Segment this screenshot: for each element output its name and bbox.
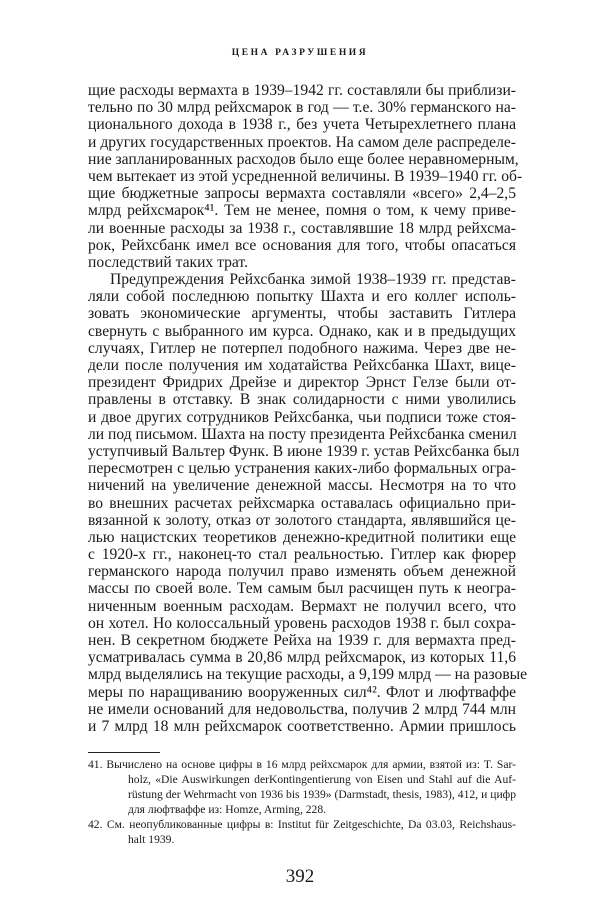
text-line: тельно по 30 млрд рейхсмарок в год — т.е. 30% германского на- <box>88 99 516 117</box>
text-line: щие бюджетные запросы вермахта составляли «всего» 2,4–2,5 <box>88 185 516 203</box>
text-line: ционального дохода в 1938 г., без учета Четырехлетнего плана <box>88 116 516 134</box>
text-line: пересмотрен с целью устранения каких-либо формальных огра- <box>88 460 516 478</box>
text-line: меры по наращиванию вооруженных сил⁴². Флот и люфтваффе <box>88 683 516 701</box>
body-text <box>88 82 528 735</box>
text-line: ниченным военным расходам. Вермахт не получил всего, что <box>88 597 516 615</box>
text-line: вязанной к золоту, отказ от золотого стандарта, являвшийся це- <box>88 511 516 529</box>
running-header: ЦЕНА РАЗРУШЕНИЯ <box>231 48 369 58</box>
paragraph <box>88 82 523 271</box>
text-line: и других государственных проектов. На самом деле распределе- <box>88 133 516 151</box>
text-line: млрд рейхсмарок⁴¹. Тем не менее, помня о том, к чему приве- <box>88 202 516 220</box>
text-line: массы по своей воле. Тем самым был расчищен путь к неогра- <box>88 580 516 598</box>
text-line: нен. В секретном бюджете Рейха на 1939 г. для вермахта пред- <box>88 632 516 649</box>
footnote <box>88 757 516 817</box>
text-line: с 1920-х гг., наконец-то стал реальностью. Гитлер как фюрер <box>88 546 516 564</box>
text-line: усматривалась сумма в 20,86 млрд рейхсмарок, из которых 11,6 <box>88 649 516 667</box>
footnote-divider <box>88 752 160 753</box>
text-line: он хотел. Но колоссальный уровень расходов 1938 г. был сохра- <box>88 614 516 632</box>
text-line: Предупреждения Рейхсбанка зимой 1938–1939 гг. представ- <box>110 271 516 289</box>
text-line: ничений на увеличение денежной массы. Несмотря на то что <box>88 477 516 495</box>
text-line: германского народа получил право изменять объем денежной <box>88 563 516 581</box>
text-line: президент Фридрих Дрейзе и директор Эрнст Гелзе были от- <box>88 374 516 392</box>
text-line: дели после получения им ходатайства Рейхсбанка Шахт, вице- <box>88 357 516 374</box>
footnote-line: halt 1939. <box>128 833 175 846</box>
text-line: ние запланированных расходов было еще более неравномерным, <box>88 150 519 168</box>
text-line: последствий таких трат. <box>88 253 248 271</box>
text-line: свернуть с выбранного им курса. Однако, как и в предыдущих <box>88 322 516 340</box>
footnote-line: rüstung der Wehrmacht von 1936 bis 1939» (Darmstadt, thesis, 1983), 412, и цифр <box>128 788 516 801</box>
text-line: случаях, Гитлер не потерпел подобного нажима. Через две не- <box>88 339 516 357</box>
text-line: рок, Рейхсбанк имел все основания для того, чтобы опасаться <box>88 236 516 254</box>
text-line: и двое других сотрудников Рейхсбанка, чьи подписи тоже стоя- <box>88 408 516 426</box>
text-line: уступчивый Вальтер Функ. В июне 1939 г. устав Рейхсбанка был <box>88 442 520 460</box>
footnotes <box>88 757 516 847</box>
text-line: лью нацистских теоретиков денежно-кредитной политики еще <box>88 528 516 546</box>
text-line: правлены в отставку. В знак солидарности с ними уволились <box>88 391 516 409</box>
footnote-line: 41. Вычислено на основе цифры в 16 млрд рейхсмарок для армии, взятой из: T. Sar- <box>88 758 516 771</box>
text-line: во внешних расчетах рейхсмарка оставалась официально при- <box>88 494 516 512</box>
paragraph <box>88 271 528 735</box>
footnote-line: для люфтваффе из: Homze, Arming, 228. <box>128 803 327 816</box>
text-line: чем вытекает из этой усредненной величины. В 1939–1940 гг. об- <box>88 167 523 185</box>
text-line: млрд выделялись на текущие расходы, а 9,199 млрд — на разовые <box>88 666 528 684</box>
page-number: 392 <box>285 866 315 887</box>
text-line: ли военные расходы за 1938 г., составлявшие 18 млрд рейхсма- <box>88 219 516 237</box>
text-line: щие расходы вермахта в 1939–1942 гг. составляли бы приблизи- <box>88 82 516 99</box>
text-line: не имели оснований для недовольства, получив 2 млрд 744 млн <box>88 700 516 718</box>
footnote-line: 42. См. неопубликованные цифры в: Institut für Zeitgeschichte, Da 03.03, Reichshaus- <box>88 818 516 831</box>
text-line: и 7 млрд 18 млн рейхсмарок соответственно. Армии пришлось <box>88 717 516 735</box>
text-line: ли под письмом. Шахта на посту президента Рейхсбанка сменил <box>88 425 517 443</box>
footnote-line: holz, «Die Auswirkungen derKontingentierung von Eisen und Stahl auf die Auf- <box>128 773 516 786</box>
text-line: ляли собой последнюю попытку Шахта и его коллег исполь- <box>88 288 516 306</box>
footnote <box>88 817 516 847</box>
text-line: зовать экономические аргументы, чтобы заставить Гитлера <box>88 305 516 323</box>
